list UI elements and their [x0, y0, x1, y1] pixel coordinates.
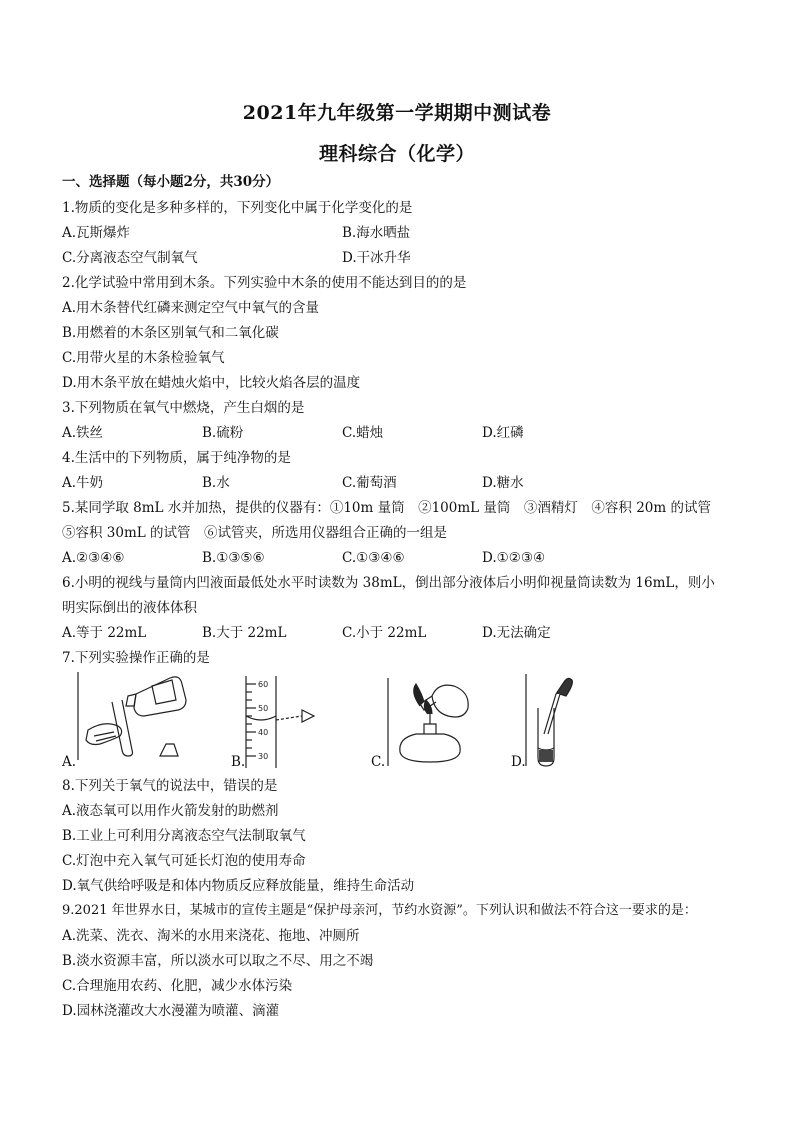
question-6-option-a: A.等于 22mL: [62, 625, 147, 641]
question-4-option-b: B.水: [202, 475, 230, 491]
exam-title: 2021年九年级第一学期期中测试卷: [242, 102, 552, 124]
question-3-stem: 3.下列物质在氧气中燃烧，产生白烟的是: [62, 400, 305, 416]
dropper-test-tube-figure: [522, 672, 592, 772]
question-9-option-c: C.合理施用农药、化肥，减少水体污染: [62, 978, 293, 994]
question-3-option-d: D.红磷: [482, 425, 524, 441]
question-8-stem: 8.下列关于氧气的说法中，错误的是: [62, 778, 278, 794]
question-7-label-d: D.: [511, 754, 526, 770]
question-6-stem-line-2: 明实际倒出的液体体积: [62, 600, 197, 616]
question-9-stem: 9.2021 年世界水日，某城市的宣传主题是“保护母亲河，节约水资源”。下列认识和做法不符合这一要求的是：: [62, 903, 697, 918]
question-5-option-c: C.①③④⑥: [342, 550, 405, 566]
question-9-option-a: A.洗菜、洗衣、淘米的水用来浇花、拖地、冲厕所: [62, 928, 360, 944]
question-4-option-a: A.牛奶: [62, 475, 104, 491]
question-1-option-a: A.瓦斯爆炸: [62, 225, 131, 241]
question-1-option-b: B.海水晒盐: [342, 225, 411, 241]
question-2-stem: 2.化学试验中常用到木条。下列实验中木条的使用不能达到目的的是: [62, 275, 467, 291]
question-5-option-b: B.①③⑤⑥: [202, 550, 265, 566]
question-8-option-c: C.灯泡中充入氧气可延长灯泡的使用寿命: [62, 853, 306, 869]
question-2-option-b: B.用燃着的木条区别氧气和二氧化碳: [62, 325, 279, 341]
cylinder-tick-60: 60: [258, 680, 269, 689]
question-5-option-d: D.①②③④: [482, 550, 546, 566]
question-1-option-d: D.干冰升华: [342, 250, 411, 266]
cylinder-tick-40: 40: [258, 728, 269, 737]
question-5-stem-line-1: 5.某同学取 8mL 水并加热，提供的仪器有：①10m 量筒 ②100mL 量筒 ③酒精灯 ④容积 20m 的试管: [62, 500, 711, 516]
exam-subtitle: 理科综合（化学）: [318, 143, 475, 165]
question-3-option-a: A.铁丝: [62, 425, 104, 441]
question-2-option-c: C.用带火星的木条检验氧气: [62, 350, 225, 366]
cylinder-tick-50: 50: [258, 704, 269, 713]
question-6-option-d: D.无法确定: [482, 625, 551, 641]
cylinder-tick-30: 30: [258, 752, 269, 761]
graduated-cylinder-figure: [240, 672, 330, 772]
question-6-stem-line-1: 6.小明的视线与量筒内凹液面最低处水平时读数为 38mL，倒出部分液体后小明仰视量筒读数为 16mL，则小: [62, 575, 715, 591]
question-6-option-c: C.小于 22mL: [342, 625, 427, 641]
question-9-option-b: B.淡水资源丰富，所以淡水可以取之不尽、用之不竭: [62, 953, 374, 969]
question-7-label-a: A.: [62, 754, 77, 770]
pouring-liquid-figure: [74, 670, 194, 770]
question-8-option-a: A.液态氧可以用作火箭发射的助燃剂: [62, 803, 279, 819]
question-6-option-b: B.大于 22mL: [202, 625, 287, 641]
question-3-option-c: C.蜡烛: [342, 425, 384, 441]
question-1-stem: 1.物质的变化是多种多样的，下列变化中属于化学变化的是: [62, 200, 413, 216]
question-2-option-a: A.用木条替代红磷来测定空气中氧气的含量: [62, 300, 320, 316]
question-7-label-c: C.: [371, 754, 386, 770]
question-1-option-c: C.分离液态空气制氧气: [62, 250, 198, 266]
question-5-stem-line-2: ⑤容积 30mL 的试管 ⑥试管夹，所选用仪器组合正确的一组是: [62, 525, 448, 541]
question-4-option-d: D.糖水: [482, 475, 524, 491]
question-5-option-a: A.②③④⑥: [62, 550, 125, 566]
question-8-option-d: D.氧气供给呼吸是和体内物质反应释放能量，维持生命活动: [62, 878, 415, 894]
question-7-stem: 7.下列实验操作正确的是: [62, 650, 210, 666]
question-9-option-d: D.园林浇灌改大水漫灌为喷灌、滴灌: [62, 1003, 280, 1019]
question-4-option-c: C.葡萄酒: [342, 475, 397, 491]
question-4-stem: 4.生活中的下列物质，属于纯净物的是: [62, 450, 291, 466]
alcohol-lamp-figure: [380, 672, 480, 772]
question-3-option-b: B.硫粉: [202, 425, 244, 441]
question-8-option-b: B.工业上可利用分离液态空气法制取氧气: [62, 828, 306, 844]
section-heading: 一、选择题（每小题2分，共30分）: [62, 174, 280, 190]
question-2-option-d: D.用木条平放在蜡烛火焰中，比较火焰各层的温度: [62, 375, 361, 391]
question-7-label-b: B.: [231, 754, 246, 770]
